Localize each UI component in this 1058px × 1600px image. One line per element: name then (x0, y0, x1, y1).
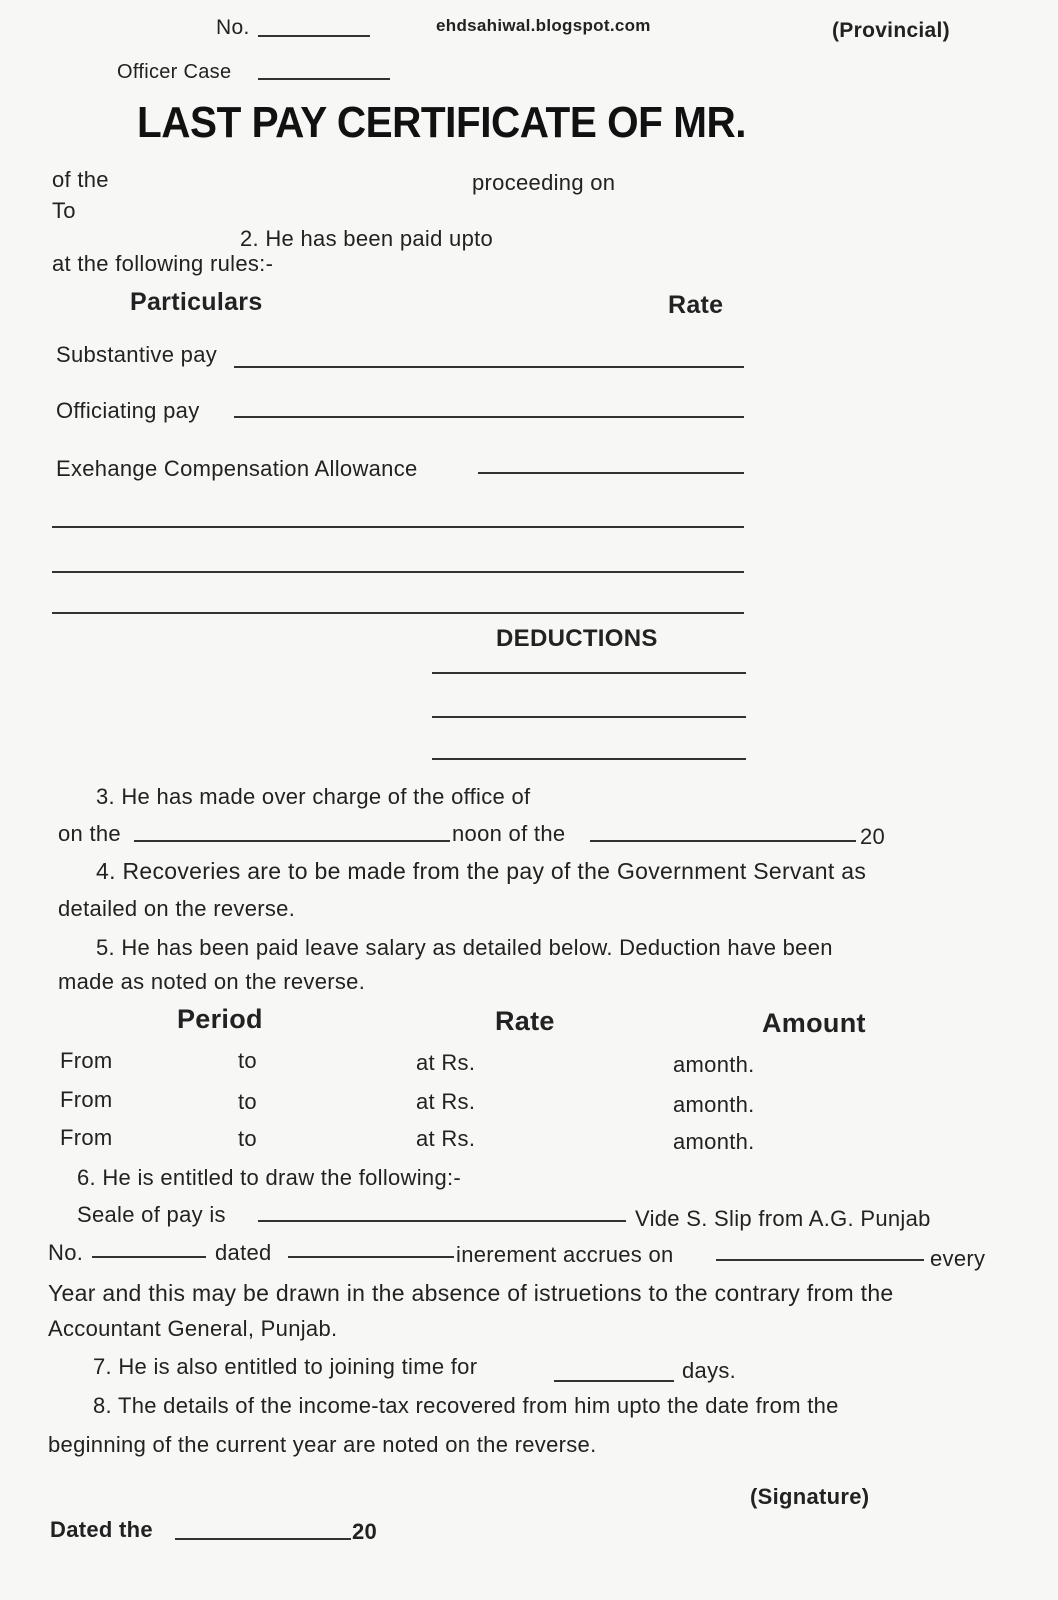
increment-label: inerement accrues on (456, 1242, 674, 1267)
row1-to: to (238, 1048, 257, 1073)
blank-line-3[interactable] (52, 612, 744, 614)
scale-of-pay-field[interactable] (258, 1220, 626, 1222)
row3-from: From (60, 1125, 113, 1150)
row1-amount: amonth. (673, 1052, 755, 1077)
para8-line2: beginning of the current year are noted on the reverse. (48, 1432, 597, 1457)
para3-line1: 3. He has made over charge of the office of (96, 784, 531, 809)
row2-amount: amonth. (673, 1092, 755, 1117)
para5-line1: 5. He has been paid leave salary as detailed below. Deduction have been (96, 935, 833, 960)
increment-date-field[interactable] (716, 1259, 924, 1261)
year-label: 20 (860, 824, 886, 849)
row2-rate: at Rs. (416, 1089, 476, 1114)
row1-rate: at Rs. (416, 1050, 476, 1075)
para6-line5: Accountant General, Punjab. (48, 1316, 338, 1341)
particulars-header: Particulars (130, 288, 263, 316)
to-label: To (52, 198, 76, 223)
officiating-pay-field[interactable] (234, 416, 744, 418)
rate-header: Rate (668, 291, 724, 319)
signature-label: (Signature) (750, 1484, 870, 1509)
scale-of-pay-label: Seale of pay is (77, 1202, 226, 1227)
officer-case-field[interactable] (258, 78, 390, 80)
paid-upto-label: 2. He has been paid upto (240, 226, 494, 251)
officiating-pay-label: Officiating pay (56, 398, 200, 423)
para8-line1: 8. The details of the income-tax recovered from him upto the date from the (93, 1393, 839, 1418)
vide-label: Vide S. Slip from A.G. Punjab (635, 1206, 931, 1231)
substantive-pay-label: Substantive pay (56, 342, 218, 367)
footer-year-label: 20 (352, 1519, 378, 1544)
slip-date-field[interactable] (288, 1256, 454, 1258)
para6-line1: 6. He is entitled to draw the following:- (77, 1165, 462, 1190)
para7-text: 7. He is also entitled to joining time for (93, 1354, 478, 1379)
blank-line-2[interactable] (52, 571, 744, 573)
dated-the-label: Dated the (50, 1517, 153, 1542)
exchange-allowance-label: Exehange Compensation Allowance (56, 456, 418, 481)
officer-case-label: Officer Case (117, 61, 232, 83)
number-field[interactable] (258, 35, 370, 37)
days-label: days. (682, 1358, 737, 1383)
row3-amount: amonth. (673, 1129, 755, 1154)
deduction-line-1[interactable] (432, 672, 746, 674)
number-label: No. (216, 16, 250, 39)
row1-from: From (60, 1048, 113, 1073)
substantive-pay-field[interactable] (234, 366, 744, 368)
blank-line-1[interactable] (52, 526, 744, 528)
para4-line1: 4. Recoveries are to be made from the pay of the Government Servant as (96, 858, 867, 884)
following-rules-label: at the following rules:- (52, 251, 274, 276)
every-label: every (930, 1246, 986, 1271)
footer-date-field[interactable] (175, 1538, 351, 1540)
proceeding-on-label: proceeding on (472, 170, 616, 195)
exchange-allowance-field[interactable] (478, 472, 744, 474)
deduction-line-2[interactable] (432, 716, 746, 718)
website-label: ehdsahiwal.blogspot.com (436, 16, 651, 35)
on-the-label: on the (58, 821, 121, 846)
of-the-label: of the (52, 167, 109, 192)
amount-header: Amount (762, 1008, 866, 1038)
dated-label: dated (215, 1240, 272, 1265)
noon-of-the-label: noon of the (452, 821, 566, 846)
leave-rate-header: Rate (495, 1006, 555, 1036)
para5-line2: made as noted on the reverse. (58, 969, 366, 994)
slip-no-label: No. (48, 1240, 84, 1265)
row3-rate: at Rs. (416, 1126, 476, 1151)
para4-line2: detailed on the reverse. (58, 896, 296, 921)
charge-date-field[interactable] (134, 840, 450, 842)
row2-from: From (60, 1087, 113, 1112)
para6-line4: Year and this may be drawn in the absence of istruetions to the contrary from the (48, 1280, 894, 1306)
provincial-label: (Provincial) (832, 19, 950, 42)
row2-to: to (238, 1089, 257, 1114)
deduction-line-3[interactable] (432, 758, 746, 760)
period-header: Period (177, 1004, 263, 1034)
joining-days-field[interactable] (554, 1380, 674, 1382)
page-title: LAST PAY CERTIFICATE OF MR. (137, 98, 747, 147)
slip-no-field[interactable] (92, 1256, 206, 1258)
row3-to: to (238, 1126, 257, 1151)
charge-day-field[interactable] (590, 840, 856, 842)
deductions-header: DEDUCTIONS (496, 625, 658, 652)
